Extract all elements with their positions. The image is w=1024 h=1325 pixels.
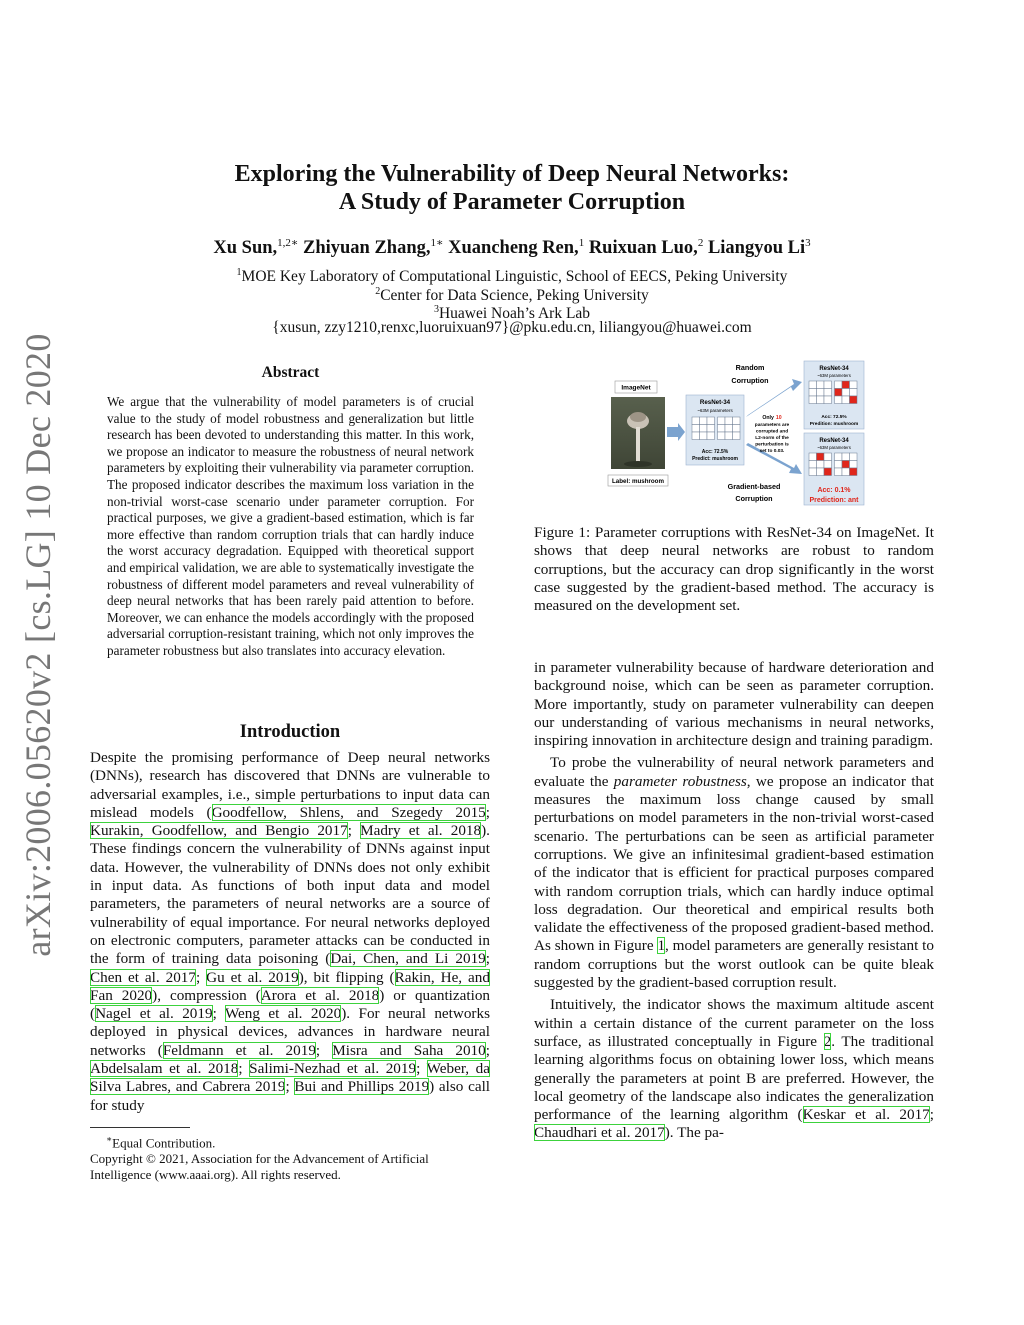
author: Liangyou Li$^3$	[707, 237, 811, 259]
grid-cell	[842, 461, 850, 469]
grid-cell	[850, 468, 858, 476]
random-corruption-label: Random	[735, 363, 765, 372]
citation-link[interactable]: Kurakin, Goodfellow, and Bengio 2017	[90, 822, 348, 840]
svg-text:ResNet-34: ResNet-34	[699, 399, 731, 406]
author: Xu Sun,$^{1,2∗}$	[213, 237, 299, 259]
grid-cell	[707, 417, 715, 425]
grid-cell	[817, 468, 825, 476]
grid-cell	[850, 453, 858, 461]
svg-text:~63M parameters: ~63M parameters	[697, 408, 733, 413]
svg-text:~63M parameters: ~63M parameters	[817, 373, 851, 378]
imagenet-label: ImageNet	[621, 384, 651, 392]
citation-link[interactable]: Chen et al. 2017	[90, 968, 196, 986]
grid-cell	[809, 453, 817, 461]
figure-1-diagram	[606, 357, 868, 507]
figure-reference-link[interactable]: 1	[657, 937, 666, 955]
perturbation-note: Only 10	[762, 415, 782, 421]
citation-link[interactable]: Weng et al. 2020	[224, 1005, 342, 1023]
citation-link[interactable]: Gu et al. 2019	[206, 968, 299, 986]
citation-link[interactable]: Feldmann et al. 2019	[162, 1041, 316, 1059]
citation-link[interactable]: Bui and Phillips 2019	[294, 1078, 430, 1096]
gradient-accuracy: Acc: 0.1%	[817, 487, 851, 494]
grid-cell	[817, 389, 825, 397]
svg-text:~63M parameters: ~63M parameters	[817, 445, 851, 450]
paragraph: Intuitively, the indicator shows the maximum altitude ascent within a certain distance of the current parameter on the loss surface, as illustrated conceptually in Figure 2. The traditional learning algorithms focus on obtaining lower loss, which means generally the parameters at point B are preferred. However, the local geometry of the landscape also indicates the generalization performance of the learning algorithm (Keskar et al. 2017; Chaudhari et al. 2017). The pa-	[534, 996, 934, 1142]
paragraph: in parameter vulnerability because of hardware deterioration and background noise, which can be seen as parameter corruption. More importantly, study on parameter vulnerability can deepen our understanding of various mechanisms in neural networks, inspiring innovation in architecture design and training paradigm.	[534, 659, 934, 750]
citation-link[interactable]: Misra and Saha 2010	[332, 1041, 486, 1059]
figure-reference-link[interactable]: 2	[823, 1032, 832, 1050]
introduction-heading: Introduction	[239, 722, 341, 742]
grid-cell	[835, 389, 843, 397]
grid-cell	[842, 389, 850, 397]
copyright-note: Copyright © 2021, Association for the Advancement of Artificial Intelligence (www.aaai.org). All rights reserved.	[90, 1151, 429, 1183]
grid-cell	[842, 381, 850, 389]
svg-text:Corruption: Corruption	[731, 376, 769, 385]
grid-cell	[817, 381, 825, 389]
grid-cell	[707, 432, 715, 440]
author-list	[0, 236, 1024, 259]
grid-cell	[850, 396, 858, 404]
grid-cell	[725, 417, 733, 425]
grid-cell	[809, 396, 817, 404]
grid-cell	[707, 425, 715, 433]
grid-cell	[718, 425, 726, 433]
affiliation: $^1$MOE Key Laboratory of Computational Linguistic, School of EECS, Peking University	[236, 267, 788, 286]
right-column-text	[534, 659, 934, 1143]
grid-cell	[817, 453, 825, 461]
citation-link[interactable]: Dai, Chen, and Li 2019	[330, 950, 486, 968]
grid-cell	[835, 453, 843, 461]
grid-cell	[692, 425, 700, 433]
grid-cell	[835, 461, 843, 469]
grid-cell	[824, 468, 832, 476]
grid-cell	[809, 468, 817, 476]
citation-link[interactable]: Keskar et al. 2017	[802, 1106, 930, 1124]
grid-cell	[835, 468, 843, 476]
grid-cell	[733, 417, 741, 425]
grid-cell	[692, 432, 700, 440]
grid-cell	[809, 461, 817, 469]
grid-cell	[718, 432, 726, 440]
footnote-rule	[90, 1127, 190, 1128]
grid-cell	[700, 417, 708, 425]
svg-text:set to 0.03.: set to 0.03.	[759, 449, 785, 454]
citation-link[interactable]: Rakin, He, and Fan 2020	[90, 968, 490, 1004]
abstract-text: We argue that the vulnerability of model parameters is of crucial value to the study of model robustness and generalization but little research has been devoted to understanding this matter. In this work, we propose an indicator to measure the robustness of neural network parameters by exploiting their vulnerability via parameter corruption. The proposed indicator describes the maximum loss variation in the non-trivial worst-case scenario under parameter corruption. For practical purposes, we give a gradient-based estimation, which is far more effective than random corruption trials that can hardly induce the worst accuracy degradation. Equipped with theoretical support and empirical validation, we are able to systematically investigate the robustness of different model parameters and reveal vulnerability of deep neural networks that has been rarely paid attention to before. Moreover, we can enhance the models accordingly with the proposed adversarial corruption-resistant training, which not only improves the parameter robustness but also translates into accuracy elevation.	[107, 394, 474, 658]
author: Xuancheng Ren,$^1$	[448, 237, 585, 259]
citation-link[interactable]: Weber, da Silva Labres, and Cabrera 2019	[90, 1060, 490, 1096]
paragraph: To probe the vulnerability of neural network parameters and evaluate the parameter robustness, we propose an indicator that measures the maximum loss change caused by small perturbations on model parameters in the non-trivial worst-cased scenario. The perturbations can be seen as artificial parameter corruptions. We give an infinitesimal gradient-based estimation of the indicator that is efficient for practical purposes compared with random corruption trials, which can hardly induce optimal loss degradation. Our theoretical and empirical results both validate the effectiveness of the proposed gradient-based method. As shown in Figure 1, model parameters are generally resistant to random corruptions but the worst outlook can be quite bleak suggested by the gradient-based corruption result.	[534, 754, 934, 992]
svg-text:Predition: mushroom: Predition: mushroom	[809, 422, 859, 427]
citation-link[interactable]: Nagel et al. 2019	[95, 1005, 213, 1023]
svg-text:perturbation is: perturbation is	[755, 442, 789, 448]
grid-cell	[700, 425, 708, 433]
grid-cell	[733, 425, 741, 433]
grid-cell	[824, 389, 832, 397]
equal-contribution-note: ∗Equal Contribution.	[106, 1134, 216, 1151]
author: Ruixuan Luo,$^2$	[588, 237, 704, 259]
grid-cell	[842, 468, 850, 476]
input-arrow	[667, 423, 685, 441]
paper-title	[0, 160, 1024, 216]
grid-cell	[850, 381, 858, 389]
mushroom-stem	[636, 427, 640, 463]
svg-text:Predict: mushroom: Predict: mushroom	[692, 456, 738, 462]
title-line-2: A Study of Parameter Corruption	[338, 189, 686, 215]
arxiv-side-label	[0, 333, 78, 957]
citation-link[interactable]: Arora et al. 2018	[260, 986, 380, 1004]
affiliation: $^3$Huawei Noah’s Ark Lab	[433, 304, 591, 323]
grid-cell	[725, 425, 733, 433]
grid-cell	[835, 381, 843, 389]
svg-text:corrupted and: corrupted and	[755, 429, 789, 435]
introduction-paragraph: Despite the promising performance of Deep neural networks (DNNs), research has discovered that DNNs are vulnerable to adversarial examples, i.e., simple perturbations to input data can mislead models (Goodfellow, Shlens, and Szegedy 2015; Kurakin, Goodfellow, and Bengio 2017; Madry et al. 2018). These findings concern the vulnerability of DNNs against input data. However, the vulnerability of DNNs does not only exhibit in input data. As functions of both input data and model parameters, the parameters of neural networks are a source of vulnerability of equal importance. For neural networks deployed on electronic computers, parameter attacks can be conducted in the form of training data poisoning (Dai, Chen, and Li 2019; Chen et al. 2017; Gu et al. 2019), bit flipping (Rakin, He, and Fan 2020), compression (Arora et al. 2018) or quantization (Nagel et al. 2019; Weng et al. 2020). For neural networks deployed in physical devices, advances in hardware neural networks (Feldmann et al. 2019; Misra and Saha 2010; Abdelsalam et al. 2018; Salimi-Nezhad et al. 2019; Weber, da Silva Labres, and Cabrera 2019; Bui and Phillips 2019) also call for study	[90, 749, 491, 1114]
author: Zhiyuan Zhang,$^{1∗}$	[303, 237, 444, 259]
gradient-prediction: Prediction: ant	[809, 497, 859, 504]
grid-cell	[809, 389, 817, 397]
figure-1-caption: Figure 1: Parameter corruptions with ResNet-34 on ImageNet. It shows that deep neural networks are robust to random corruptions, but the accuracy can drop significantly in the worst case suggested by the gradient-based method. The accuracy is measured on the development set.	[534, 524, 934, 615]
grid-cell	[842, 453, 850, 461]
grid-cell	[692, 417, 700, 425]
grid-cell	[700, 432, 708, 440]
svg-text:Corruption: Corruption	[735, 494, 773, 503]
citation-link[interactable]: Salimi-Nezhad et al. 2019	[249, 1060, 417, 1078]
svg-text:ResNet-34: ResNet-34	[819, 366, 849, 372]
photo-label: Label: mushroom	[612, 478, 664, 485]
grid-cell	[842, 396, 850, 404]
grid-cell	[824, 396, 832, 404]
svg-text:ResNet-34: ResNet-34	[819, 438, 849, 444]
svg-text:Acc: 72.5%: Acc: 72.5%	[821, 415, 847, 420]
grid-cell	[733, 432, 741, 440]
grid-cell	[824, 381, 832, 389]
svg-text:L2-norm of the: L2-norm of the	[755, 436, 789, 441]
grid-cell	[809, 381, 817, 389]
citation-link[interactable]: Madry et al. 2018	[360, 822, 482, 840]
affiliation: $^2$Center for Data Science, Peking University	[375, 286, 649, 305]
grid-cell	[817, 461, 825, 469]
arxiv-id-text: arXiv:2006.05620v2 [cs.LG] 10 Dec 2020	[18, 333, 58, 957]
grid-cell	[817, 396, 825, 404]
grid-cell	[850, 389, 858, 397]
grid-cell	[824, 461, 832, 469]
author-emails: {xusun, zzy1210,renxc,luoruixuan97}@pku.edu.cn, liliangyou@huawei.com	[272, 319, 752, 336]
abstract-heading: Abstract	[261, 364, 320, 381]
svg-text:parameters are: parameters are	[754, 423, 790, 428]
grid-cell	[850, 461, 858, 469]
grid-cell	[718, 417, 726, 425]
svg-text:Acc: 72.5%: Acc: 72.5%	[701, 449, 729, 455]
title-line-1: Exploring the Vulnerability of Deep Neural Networks:	[234, 161, 790, 187]
gradient-corruption-label: Gradient-based	[727, 482, 781, 491]
gradient-arrow	[746, 443, 802, 474]
citation-link[interactable]: Goodfellow, Shlens, and Szegedy 2015	[211, 803, 486, 821]
footnote	[90, 1131, 490, 1183]
grid-cell	[824, 453, 832, 461]
citation-link[interactable]: Chaudhari et al. 2017	[534, 1124, 665, 1142]
grid-cell	[725, 432, 733, 440]
grid-cell	[835, 396, 843, 404]
citation-link[interactable]: Abdelsalam et al. 2018	[90, 1060, 239, 1078]
